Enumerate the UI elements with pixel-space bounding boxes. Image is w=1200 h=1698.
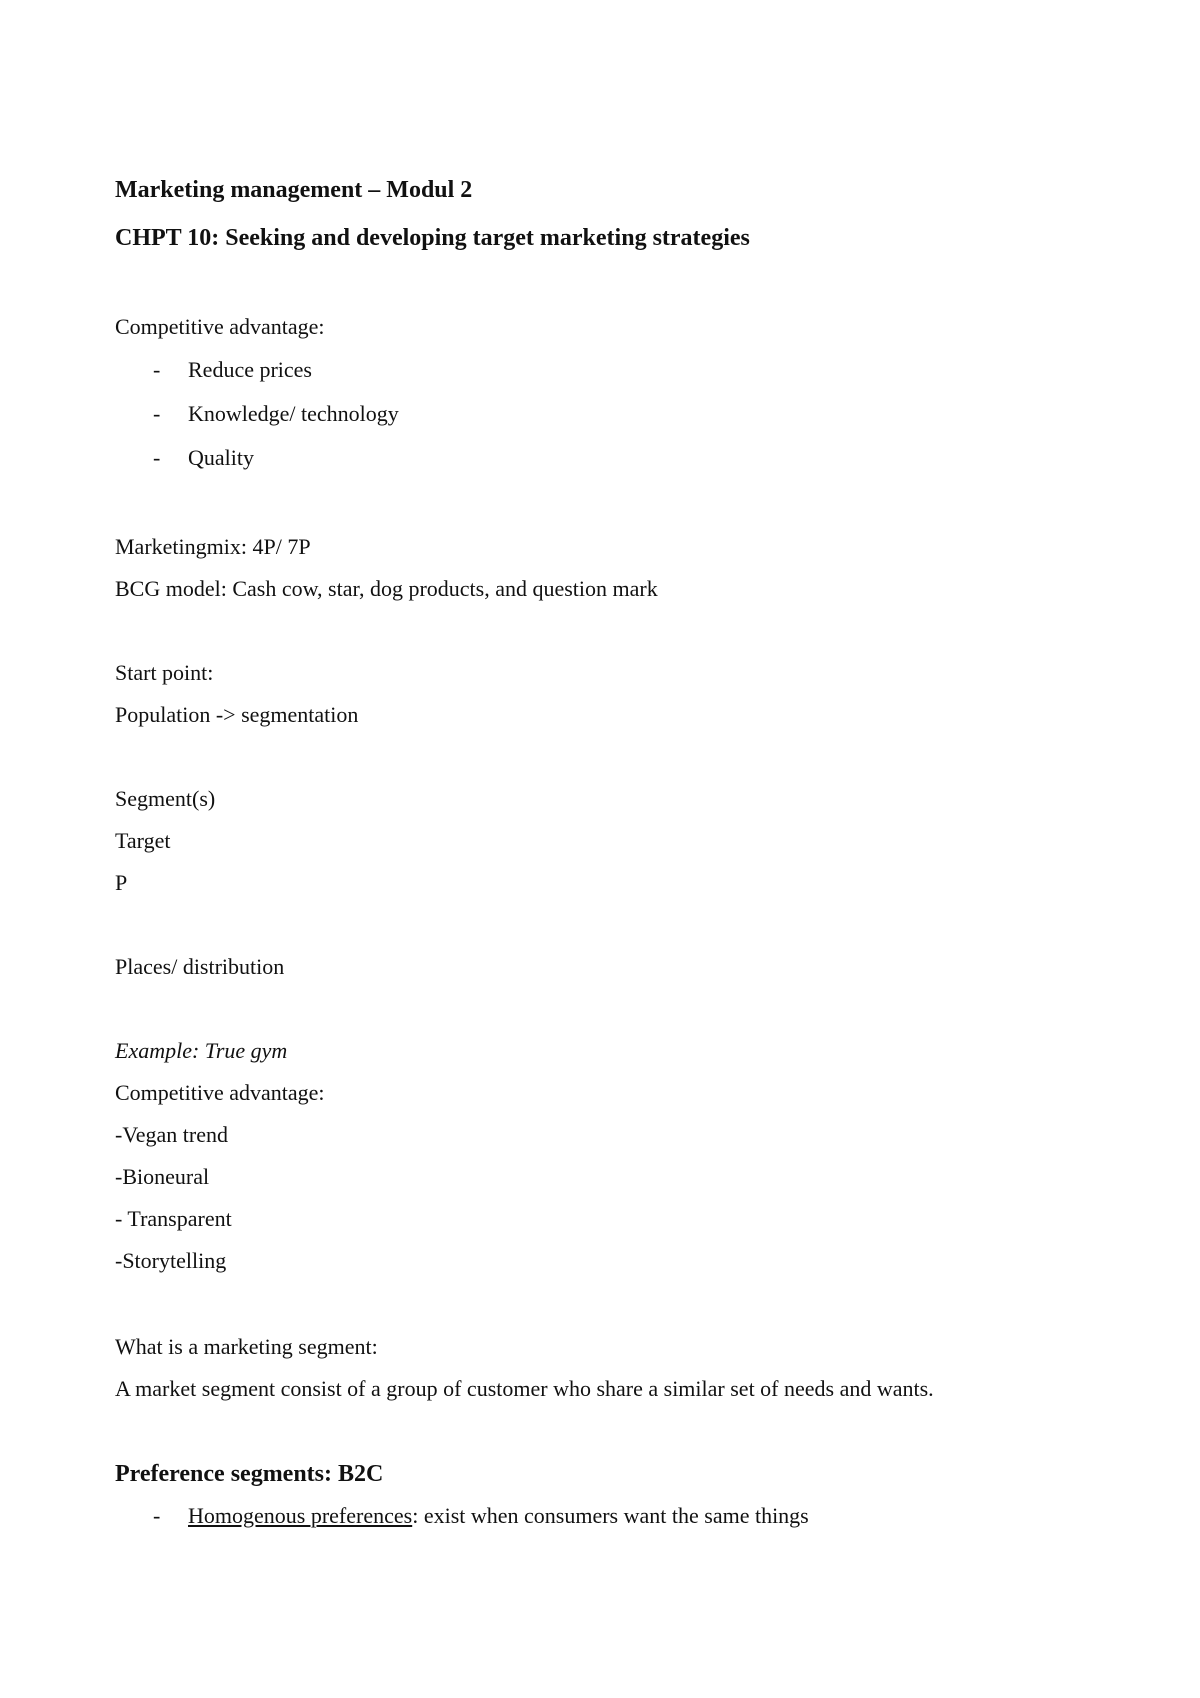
- document-title: Marketing management – Modul 2: [115, 177, 473, 203]
- bullet-dash: -: [153, 1503, 161, 1528]
- marketingmix-line: Marketingmix: 4P/ 7P: [115, 534, 311, 559]
- chapter-heading: CHPT 10: Seeking and developing target marketing strategies: [115, 225, 750, 251]
- example-item: -Vegan trend: [115, 1122, 229, 1147]
- start-point-heading: Start point:: [115, 660, 214, 685]
- example-heading: Competitive advantage:: [115, 1080, 325, 1105]
- places-line: Places/ distribution: [115, 954, 285, 979]
- example-item: - Transparent: [115, 1206, 232, 1231]
- preference-term: Homogenous preferences: [188, 1503, 413, 1528]
- preference-heading: Preference segments: B2C: [115, 1461, 384, 1487]
- start-point-text: Population -> segmentation: [115, 702, 359, 727]
- example-item: -Bioneural: [115, 1164, 210, 1189]
- bullet-dash: -: [153, 445, 161, 470]
- competitive-advantage-heading: Competitive advantage:: [115, 314, 325, 339]
- bullet-dash: -: [153, 357, 161, 382]
- bullet-dash: -: [153, 401, 161, 426]
- stp-target: Target: [115, 828, 171, 853]
- bcg-line: BCG model: Cash cow, star, dog products, and question mark: [115, 576, 658, 601]
- segment-answer: A market segment consist of a group of customer who share a similar set of needs and wants.: [115, 1376, 934, 1401]
- list-item: Reduce prices: [188, 357, 312, 382]
- stp-p: P: [115, 870, 128, 895]
- list-item: Knowledge/ technology: [188, 401, 399, 426]
- list-item: Quality: [188, 445, 254, 470]
- preference-item: [188, 1505, 809, 1527]
- example-item: -Storytelling: [115, 1248, 227, 1273]
- stp-segment: Segment(s): [115, 786, 216, 811]
- example-title: Example: True gym: [115, 1038, 288, 1063]
- preference-description: : exist when consumers want the same things: [412, 1503, 809, 1528]
- segment-question: What is a marketing segment:: [115, 1334, 378, 1359]
